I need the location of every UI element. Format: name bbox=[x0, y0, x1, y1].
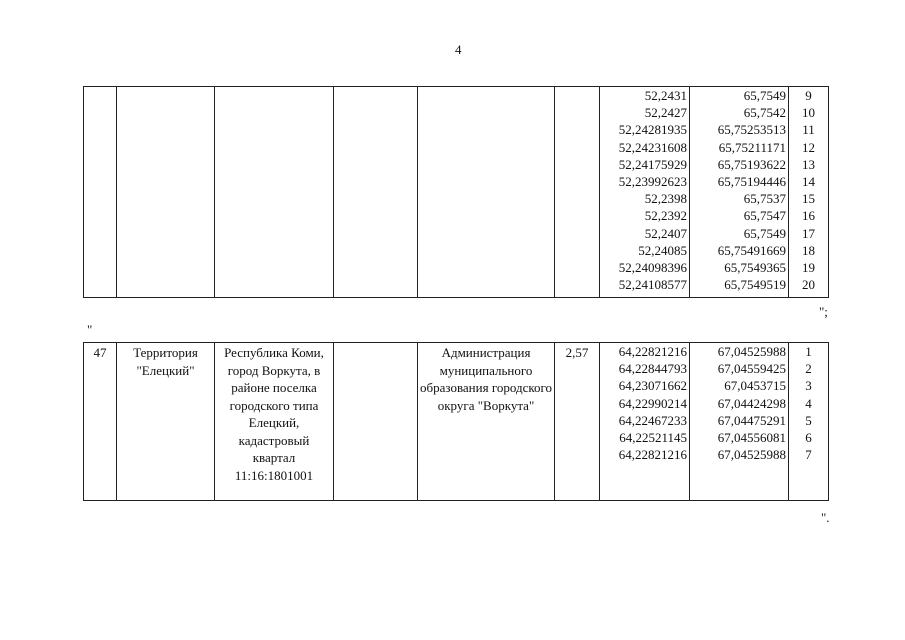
point-number: 7 bbox=[805, 447, 812, 463]
point-number: 4 bbox=[805, 395, 812, 411]
longitude-value: 65,75193622 bbox=[717, 156, 786, 172]
point-number: 2 bbox=[805, 361, 812, 377]
latitude-cell bbox=[600, 343, 690, 501]
longitude-value: 65,75211171 bbox=[718, 139, 786, 155]
point-number: 16 bbox=[802, 208, 815, 224]
longitude-value: 65,7549519 bbox=[724, 277, 786, 293]
point-number: 20 bbox=[802, 277, 815, 293]
longitude-value: 65,7537 bbox=[743, 191, 786, 207]
point-number-list bbox=[789, 343, 828, 463]
latitude-value: 52,24085 bbox=[638, 242, 687, 258]
index-cell bbox=[84, 343, 117, 501]
latitude-value: 64,22821216 bbox=[618, 447, 687, 463]
latitude-value: 52,2407 bbox=[644, 225, 687, 241]
longitude-value: 65,7547 bbox=[743, 208, 786, 224]
point-number: 15 bbox=[802, 191, 815, 207]
authority-cell bbox=[418, 87, 555, 298]
point-number: 12 bbox=[802, 139, 815, 155]
point-number: 19 bbox=[802, 259, 815, 275]
longitude-value: 67,04475291 bbox=[717, 412, 786, 428]
latitude-cell bbox=[600, 87, 690, 298]
latitude-value: 52,2427 bbox=[644, 105, 687, 121]
latitude-list bbox=[600, 343, 689, 463]
table-row bbox=[84, 343, 829, 501]
latitude-value: 52,2398 bbox=[644, 191, 687, 207]
point-number: 9 bbox=[805, 88, 812, 103]
longitude-value: 65,7549 bbox=[743, 225, 786, 241]
longitude-value: 67,04556081 bbox=[717, 429, 786, 445]
point-number: 10 bbox=[802, 105, 815, 121]
responsible-authority: Администрация муниципального образования городского округа "Воркута" bbox=[420, 345, 553, 413]
territory-name: Территория "Елецкий" bbox=[133, 345, 198, 378]
table-row bbox=[84, 87, 829, 298]
point-number: 14 bbox=[802, 173, 815, 189]
latitude-value: 52,24175929 bbox=[618, 156, 687, 172]
authority-cell bbox=[418, 343, 555, 501]
area-cell bbox=[555, 343, 600, 501]
closing-quote-2: ". bbox=[821, 510, 830, 525]
latitude-value: 64,23071662 bbox=[618, 378, 687, 394]
longitude-value: 67,04525988 bbox=[717, 344, 786, 359]
name-cell bbox=[117, 87, 215, 298]
longitude-value: 67,04525988 bbox=[717, 447, 786, 463]
point-number: 11 bbox=[802, 122, 815, 138]
opening-quote: " bbox=[87, 322, 93, 337]
latitude-value: 52,2392 bbox=[644, 208, 687, 224]
latitude-value: 64,22821216 bbox=[618, 344, 687, 359]
latitude-value: 64,22990214 bbox=[618, 395, 687, 411]
longitude-value: 67,04559425 bbox=[717, 361, 786, 377]
latitude-list bbox=[600, 87, 689, 293]
point-number: 13 bbox=[802, 156, 815, 172]
index-cell bbox=[84, 87, 117, 298]
latitude-value: 52,24098396 bbox=[618, 259, 687, 275]
location-cell bbox=[215, 87, 334, 298]
latitude-value: 52,24231608 bbox=[618, 139, 687, 155]
area-cell bbox=[555, 87, 600, 298]
latitude-value: 52,23992623 bbox=[618, 173, 687, 189]
empty-cell bbox=[334, 87, 418, 298]
longitude-list bbox=[690, 343, 788, 463]
name-cell bbox=[117, 343, 215, 501]
point-number: 5 bbox=[805, 412, 812, 428]
longitude-value: 65,75194446 bbox=[717, 173, 786, 189]
empty-cell bbox=[334, 343, 418, 501]
row-index: 47 bbox=[93, 345, 107, 360]
longitude-cell bbox=[690, 87, 789, 298]
latitude-value: 64,22844793 bbox=[618, 361, 687, 377]
longitude-list bbox=[690, 87, 788, 293]
longitude-value: 65,75491669 bbox=[717, 242, 786, 258]
coordinates-table-continuation bbox=[83, 86, 829, 298]
territory-location: Республика Коми, город Воркута, в районе поселка городского типа Елецкий, кадастровый квартал 11:16:1801001 bbox=[224, 345, 324, 483]
point-number: 17 bbox=[802, 225, 815, 241]
territory-table bbox=[83, 342, 829, 501]
longitude-value: 67,04424298 bbox=[717, 395, 786, 411]
latitude-value: 52,2431 bbox=[644, 88, 687, 103]
point-number-cell bbox=[789, 343, 829, 501]
closing-quote-1: "; bbox=[819, 304, 828, 319]
point-number: 18 bbox=[802, 242, 815, 258]
point-number-cell bbox=[789, 87, 829, 298]
point-number-list bbox=[789, 87, 828, 293]
latitude-value: 52,24108577 bbox=[618, 277, 687, 293]
longitude-cell bbox=[690, 343, 789, 501]
latitude-value: 64,22467233 bbox=[618, 412, 687, 428]
point-number: 6 bbox=[805, 429, 812, 445]
longitude-value: 65,7542 bbox=[743, 105, 786, 121]
area-value: 2,57 bbox=[565, 345, 589, 360]
longitude-value: 65,7549365 bbox=[724, 259, 786, 275]
latitude-value: 64,22521145 bbox=[619, 429, 687, 445]
point-number: 3 bbox=[805, 378, 812, 394]
point-number: 1 bbox=[805, 344, 812, 359]
page-number: 4 bbox=[455, 42, 462, 57]
longitude-value: 65,75253513 bbox=[717, 122, 786, 138]
latitude-value: 52,24281935 bbox=[618, 122, 687, 138]
location-cell bbox=[215, 343, 334, 501]
longitude-value: 67,0453715 bbox=[724, 378, 786, 394]
longitude-value: 65,7549 bbox=[743, 88, 786, 103]
